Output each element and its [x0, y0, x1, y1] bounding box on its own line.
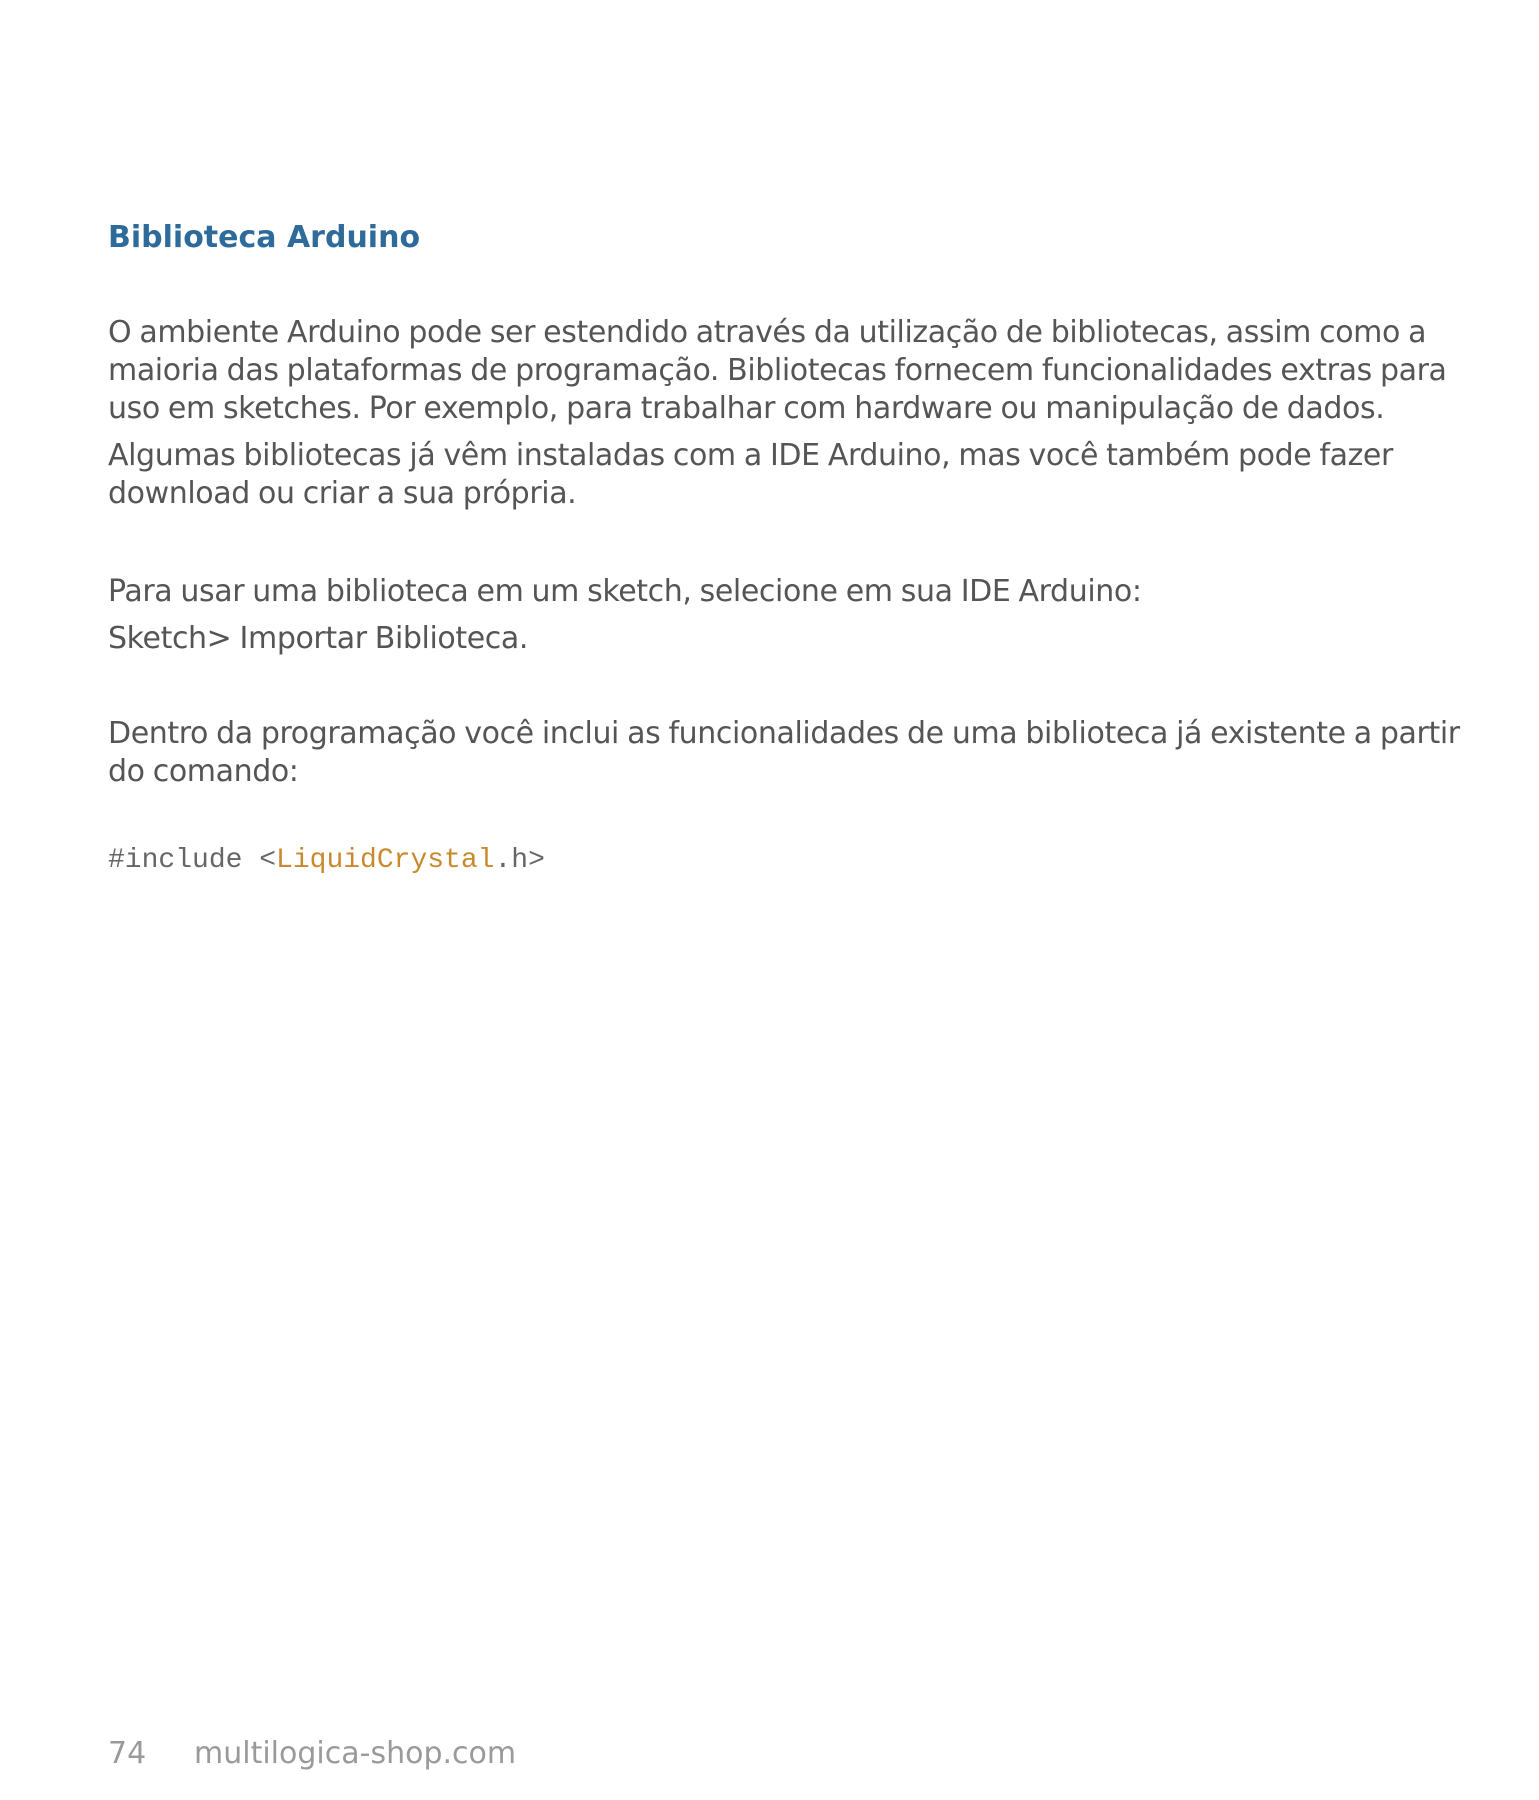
text-line: do comando: [108, 754, 299, 789]
paragraph-installed-libraries [108, 437, 1393, 513]
document-page [108, 0, 1460, 1800]
code-suffix: .h> [494, 845, 545, 876]
text-line: Dentro da programação você inclui as funcionalidades de uma biblioteca já existente a partir [108, 716, 1460, 751]
paragraph-intro [108, 314, 1447, 428]
page-footer [108, 1736, 516, 1771]
code-snippet [108, 845, 545, 876]
text-line: Algumas bibliotecas já vêm instaladas com a IDE Arduino, mas você também pode fazer [108, 438, 1393, 473]
text-line: uso em sketches. Por exemplo, para trabalhar com hardware ou manipulação de dados. [108, 391, 1385, 426]
text-line: maioria das plataformas de programação. Bibliotecas fornecem funcionalidades extras para [108, 353, 1447, 388]
footer-site: multilogica-shop.com [194, 1736, 517, 1771]
text-line: O ambiente Arduino pode ser estendido através da utilização de bibliotecas, assim como a [108, 315, 1427, 350]
paragraph-usage: Para usar uma biblioteca em um sketch, selecione em sua IDE Arduino: [108, 574, 1142, 609]
text-line: download ou criar a sua própria. [108, 476, 577, 511]
section-heading: Biblioteca Arduino [108, 220, 421, 255]
page-number: 74 [108, 1736, 147, 1771]
code-prefix: #include < [108, 845, 277, 876]
paragraph-include [108, 715, 1460, 791]
code-library-name: LiquidCrystal [276, 845, 495, 876]
paragraph-menu-path: Sketch> Importar Biblioteca. [108, 621, 528, 656]
